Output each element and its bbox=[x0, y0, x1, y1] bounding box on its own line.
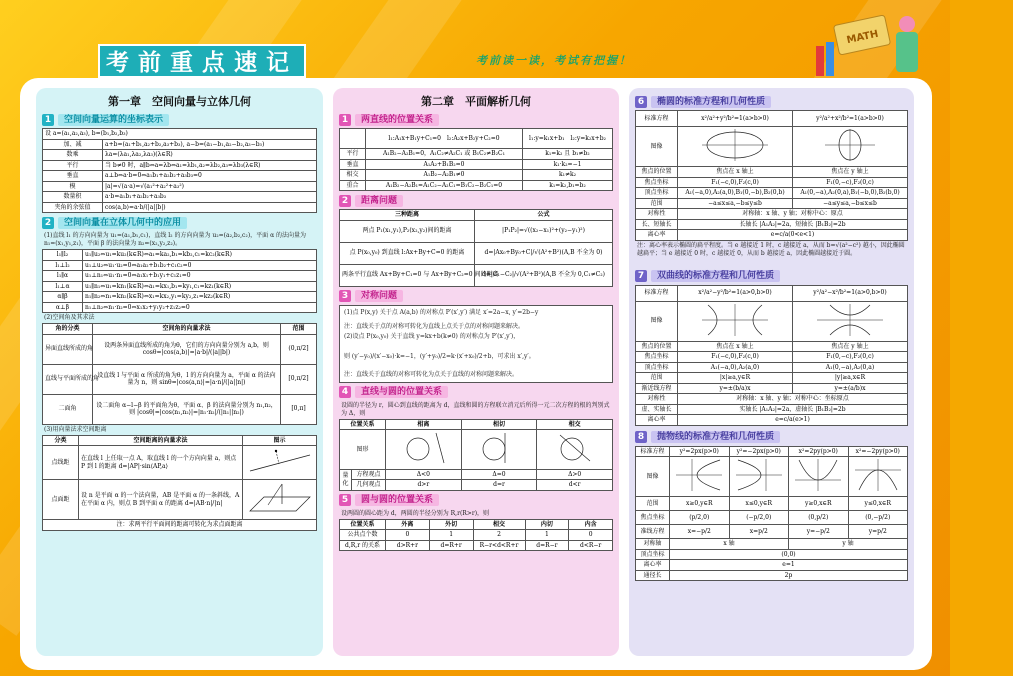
table-cell: (p/2,0) bbox=[670, 511, 730, 525]
table-cell: A₁B₂−A₂B₁=A₁C₂−A₂C₁=B₁C₂−B₂C₁=0 bbox=[366, 180, 523, 191]
section-header bbox=[339, 386, 613, 399]
table-cell: l₁:A₁x+B₁y+C₁=0 l₂:A₂x+B₂y+C₂=0 bbox=[366, 129, 523, 149]
table-cell: cos⟨a,b⟩=a·b/(|a||b|) bbox=[103, 202, 317, 213]
table-cell: d=R−r bbox=[525, 540, 569, 551]
table-cell: d=|Ax₀+By₀+C|/√(A²+B²)(A,B 不全为 0) bbox=[475, 242, 613, 264]
table-header: 分类 bbox=[43, 435, 79, 446]
section-title: 抛物线的标准方程和几何性质 bbox=[651, 431, 780, 443]
table-cell: 当 b≠0 时，a∥b⇔a=λb⇔a₁=λb₁,a₂=λb₂,a₃=λb₃(λ∈R) bbox=[103, 160, 317, 171]
table-row bbox=[340, 159, 613, 170]
table-header: 公式 bbox=[475, 210, 613, 221]
table-cell: 实轴长 |A₁A₂|=2a，虚轴长 |B₁B₂|=2b bbox=[678, 404, 908, 415]
table-cell: (0,0) bbox=[670, 549, 908, 560]
table-cell: A₁(0,−a),A₂(0,a) bbox=[793, 362, 908, 373]
table-cell: −a≤x≤a,−b≤y≤b bbox=[678, 198, 793, 209]
table-cell: d,R,r 的关系 bbox=[340, 540, 386, 551]
table-row bbox=[43, 160, 317, 171]
table-cell: 方程观点 bbox=[352, 469, 386, 480]
position-relation-table bbox=[42, 249, 317, 313]
section-title: 对称问题 bbox=[355, 290, 403, 302]
table-cell: 对称性 bbox=[636, 394, 678, 405]
subtitle-distance: (3)用向量法求空间距离 bbox=[44, 425, 107, 433]
table-row bbox=[636, 209, 908, 220]
table-cell: 平行 bbox=[43, 160, 103, 171]
table-cell: 离心率 bbox=[636, 415, 678, 426]
table-cell: d=|C₁−C₂|/√(A²+B²)(A,B 不全为 0,C₁≠C₂) bbox=[475, 264, 613, 286]
table-header: 外切 bbox=[429, 519, 473, 530]
table-cell: y²=−2px(p>0) bbox=[729, 446, 789, 457]
table-cell: 离心率 bbox=[636, 560, 670, 571]
table-cell: 1 bbox=[525, 530, 569, 541]
table-cell: 顶点坐标 bbox=[636, 549, 670, 560]
table-cell: 图形 bbox=[340, 430, 386, 470]
symmetry-line: 则 (y′−y₀)/(x′−x₀)·k=−1，(y′+y₀)/2=k·(x′+x₀)/2+b，可求出 x′,y′。 bbox=[344, 352, 535, 360]
table-header: 相交 bbox=[473, 519, 525, 530]
table-row bbox=[636, 219, 908, 230]
section-title: 圆与圆的位置关系 bbox=[355, 494, 439, 506]
table-cell: 相交 bbox=[340, 170, 366, 181]
intro-text: 设圆的半径为 r，圆心到直线的距离为 d，直线和圆的方程联立消元后所得一元二次方程的根的判别式为 Δ，则 bbox=[341, 401, 610, 417]
table-cell: 标准方程 bbox=[636, 111, 678, 127]
table-row bbox=[43, 260, 317, 271]
table-cell: x=p/2 bbox=[729, 525, 789, 539]
table-cell: 焦点在 y 轴上 bbox=[793, 341, 908, 352]
table-cell: Δ>0 bbox=[537, 469, 613, 480]
table-cell: A₁(−a,0),A₂(a,0) bbox=[678, 362, 793, 373]
table-cell: 离心率 bbox=[636, 230, 678, 241]
section-header bbox=[339, 113, 613, 126]
table-cell: 焦点在 x 轴上 bbox=[678, 167, 793, 178]
table-cell: 在直线 l 上任取一点 A，取直线 l 的一个方向向量 a，则点 P 到 l 的距离 d=|AP|·sin⟨AP,a⟩ bbox=[79, 446, 243, 480]
table-cell: l₁∥l₂ bbox=[43, 250, 83, 261]
table-cell: 对称轴：x 轴、y 轴；对称中心：原点 bbox=[678, 209, 908, 220]
table-cell: R−r<d<R+r bbox=[473, 540, 525, 551]
subtitle-angles: (2)空间角及其求法 bbox=[44, 314, 95, 321]
table-cell: x²/a²−y²/b²=1(a>0,b>0) bbox=[678, 285, 793, 301]
table-cell: A₁A₂+B₁B₂=0 bbox=[366, 159, 523, 170]
table-cell: a·b=a₁b₁+a₂b₂+a₃b₃ bbox=[103, 192, 317, 203]
table-header: 角的分类 bbox=[43, 324, 93, 335]
table-header: 空间距离的向量求法 bbox=[79, 435, 243, 446]
line-circle-table bbox=[339, 419, 613, 491]
table-row bbox=[43, 150, 317, 161]
table-cell: x²=−2py(p>0) bbox=[848, 446, 908, 457]
section-title: 直线与圆的位置关系 bbox=[355, 386, 448, 398]
chapter1-title: 第一章 空间向量与立体几何 bbox=[108, 95, 251, 108]
table-row bbox=[43, 250, 317, 261]
symmetry-note: 注：直线关于点的对称可转化为直线上点关于点的对称问题来解决。 bbox=[344, 322, 525, 330]
table-cell: y=−p/2 bbox=[789, 525, 849, 539]
table-cell: 图像 bbox=[636, 127, 678, 167]
chapter1-panel bbox=[36, 88, 323, 656]
table-cell: 0 bbox=[569, 530, 613, 541]
chapter3-panel bbox=[629, 88, 914, 656]
table-cell: 长、短轴长 bbox=[636, 219, 678, 230]
table-row bbox=[43, 364, 317, 394]
table-cell: 焦点坐标 bbox=[636, 511, 670, 525]
table-cell: |y|≥a,x∈R bbox=[793, 373, 908, 384]
table-cell: u₁∥n₁⇔u₁=kn₁(k∈R)⇔a₁=kx₁,b₁=ky₁,c₁=kz₁(k∈R) bbox=[83, 281, 317, 292]
table-cell: n₁∥n₂⇔n₁=kn₂(k∈R)⇔x₁=kx₂,y₁=ky₂,z₁=kz₂(k∈R) bbox=[83, 292, 317, 303]
table-cell: F₁(0,−c),F₂(0,c) bbox=[793, 177, 908, 188]
table-row bbox=[340, 540, 613, 551]
section-header bbox=[42, 216, 317, 229]
table-cell: y²/a²+x²/b²=1(a>b>0) bbox=[793, 111, 908, 127]
table-cell: 模 bbox=[43, 181, 103, 192]
section-title: 双曲线的标准方程和几何性质 bbox=[651, 270, 780, 282]
parabola-up-figure bbox=[789, 457, 849, 497]
table-cell: x≤0,y∈R bbox=[729, 497, 789, 511]
table-cell: y²/a²−x²/b²=1(a>0,b>0) bbox=[793, 285, 908, 301]
table-cell bbox=[340, 129, 366, 149]
table-cell: 渐近线方程 bbox=[636, 383, 678, 394]
table-cell: y=±(b/a)x bbox=[678, 383, 793, 394]
intro-text: 设两圆的圆心距为 d，两圆的半径分别为 R,r(R>r)，则 bbox=[341, 509, 490, 517]
table-row bbox=[636, 415, 908, 426]
table-cell: k₁≠k₂ bbox=[523, 170, 613, 181]
section-title: 椭圆的标准方程和几何性质 bbox=[651, 96, 771, 108]
table-row bbox=[43, 302, 317, 313]
table-cell: a⊥b⇔a·b=0⇔a₁b₁+a₂b₂+a₃b₃=0 bbox=[103, 171, 317, 182]
table-cell: Δ=0 bbox=[461, 469, 537, 480]
table-cell: 准线方程 bbox=[636, 525, 670, 539]
table-cell: A₁B₂−A₂B₁≠0 bbox=[366, 170, 523, 181]
table-cell: 量化 bbox=[340, 469, 352, 490]
table-cell: u₁∥u₂⇔u₁=ku₂(k∈R)⇔a₁=ka₂,b₁=kb₂,c₁=kc₂(k∈R) bbox=[83, 250, 317, 261]
section-number: 1 bbox=[42, 114, 54, 126]
table-cell: 范围 bbox=[636, 198, 678, 209]
table-row bbox=[636, 394, 908, 405]
table-cell: [0,π] bbox=[281, 394, 317, 424]
point-line-figure bbox=[243, 446, 317, 480]
table-cell: 长轴长 |A₁A₂|=2a，短轴长 |B₁B₂|=2b bbox=[678, 219, 908, 230]
distance-formula-table bbox=[339, 209, 613, 287]
table-header: 空间角的向量求法 bbox=[93, 324, 281, 335]
table-row bbox=[636, 497, 908, 511]
table-cell: 标准方程 bbox=[636, 446, 670, 457]
table-row bbox=[43, 192, 317, 203]
table-header: 位置关系 bbox=[340, 419, 386, 430]
table-cell: 数量积 bbox=[43, 192, 103, 203]
table-cell: 对称性 bbox=[636, 209, 678, 220]
section-number: 7 bbox=[635, 270, 647, 282]
table-cell: 设二面角 α−l−β 的平面角为θ，平面 α、β 的法向量分别为 n₁,n₂，则 |cosθ|=|cos⟨n₁,n₂⟩|=|n₁·n₂|/(|n₁||n₂|) bbox=[93, 394, 281, 424]
ellipse-y-figure bbox=[793, 127, 908, 167]
table-cell: 重合 bbox=[340, 180, 366, 191]
table-cell: 公共点个数 bbox=[340, 530, 386, 541]
math-book-label: MATH bbox=[845, 28, 880, 47]
section-number: 2 bbox=[339, 195, 351, 207]
table-row bbox=[636, 404, 908, 415]
table-cell: 2p bbox=[670, 570, 908, 581]
table-cell: (0,π/2] bbox=[281, 334, 317, 364]
table-cell: 对称轴：x 轴、y 轴；对称中心：坐标原点 bbox=[678, 394, 908, 405]
table-cell: 直线与平面所成的角 bbox=[43, 364, 93, 394]
table-header: 相交 bbox=[537, 419, 613, 430]
table-row bbox=[636, 198, 908, 209]
table-cell: α⊥β bbox=[43, 302, 83, 313]
table-cell: l₁⊥α bbox=[43, 281, 83, 292]
table-cell: x 轴 bbox=[670, 539, 789, 550]
space-angle-table bbox=[42, 323, 317, 425]
table-cell: 点面距 bbox=[43, 480, 79, 520]
intersect-figure bbox=[537, 430, 613, 470]
table-cell: 对称轴 bbox=[636, 539, 670, 550]
table-cell: 垂直 bbox=[340, 159, 366, 170]
table-cell: y=±(a/b)x bbox=[793, 383, 908, 394]
table-cell: Δ<0 bbox=[386, 469, 462, 480]
table-row bbox=[636, 177, 908, 188]
section-number: 4 bbox=[339, 386, 351, 398]
table-cell: x²=2py(p>0) bbox=[789, 446, 849, 457]
section-header bbox=[635, 431, 908, 444]
table-cell: 设直线 l 与平面 α 所成的角为θ，l 的方向向量为 a，平面 α 的法向量为 n，则 sinθ=|cos⟨a,n⟩|=|a·n|/(|a||n|) bbox=[93, 364, 281, 394]
table-cell: 范围 bbox=[636, 497, 670, 511]
table-row bbox=[636, 352, 908, 363]
table-row bbox=[43, 171, 317, 182]
table-row bbox=[636, 188, 908, 199]
section-number: 1 bbox=[339, 114, 351, 126]
table-cell: |x|≥a,y∈R bbox=[678, 373, 793, 384]
table-cell: l₁∥α bbox=[43, 271, 83, 282]
table-row bbox=[340, 220, 613, 242]
stationery-illustration bbox=[806, 6, 924, 76]
table-cell: d<r bbox=[537, 480, 613, 491]
table-cell: 焦点坐标 bbox=[636, 352, 678, 363]
parabola-right-figure bbox=[670, 457, 730, 497]
table-cell: u₁⊥n₁⇔u₁·n₁=0⇔a₁x₁+b₁y₁+c₁z₁=0 bbox=[83, 271, 317, 282]
table-cell: 设 a=(a₁,a₂,a₃), b=(b₁,b₂,b₃) bbox=[43, 129, 317, 140]
table-cell: 1 bbox=[429, 530, 473, 541]
two-lines-table bbox=[339, 128, 613, 191]
table-cell: F₁(−c,0),F₂(c,0) bbox=[678, 352, 793, 363]
table-header: 相切 bbox=[461, 419, 537, 430]
hyperbola-x-figure bbox=[678, 301, 793, 341]
table-row bbox=[636, 362, 908, 373]
table-cell: 顶点坐标 bbox=[636, 362, 678, 373]
table-cell: 数乘 bbox=[43, 150, 103, 161]
table-cell: 二面角 bbox=[43, 394, 93, 424]
space-distance-table bbox=[42, 435, 317, 531]
section-header bbox=[635, 95, 908, 108]
table-cell: y²=2px(p>0) bbox=[670, 446, 730, 457]
symmetry-box bbox=[339, 305, 613, 383]
table-cell: 焦点在 x 轴上 bbox=[678, 341, 793, 352]
vector-coordinate-table bbox=[42, 128, 317, 213]
point-plane-figure bbox=[243, 480, 317, 520]
table-row bbox=[636, 341, 908, 352]
table-row bbox=[43, 181, 317, 192]
table-row bbox=[43, 271, 317, 282]
table-row bbox=[340, 264, 613, 286]
table-row bbox=[636, 373, 908, 384]
table-cell: d>R+r bbox=[386, 540, 430, 551]
table-cell: 夹角的余弦值 bbox=[43, 202, 103, 213]
section-header bbox=[339, 290, 613, 303]
table-row bbox=[636, 511, 908, 525]
table-row bbox=[43, 202, 317, 213]
table-header: 外离 bbox=[386, 519, 430, 530]
table-cell: d=R+r bbox=[429, 540, 473, 551]
ellipse-x-figure bbox=[678, 127, 793, 167]
table-cell: 平行 bbox=[340, 149, 366, 160]
table-row bbox=[43, 292, 317, 303]
section-header bbox=[42, 113, 317, 126]
table-row bbox=[340, 180, 613, 191]
table-cell: −a≤y≤a,−b≤x≤b bbox=[793, 198, 908, 209]
table-cell: λa=(λa₁,λa₂,λa₃)(λ∈R) bbox=[103, 150, 317, 161]
table-header: 图示 bbox=[243, 435, 317, 446]
section-number: 5 bbox=[339, 494, 351, 506]
table-row bbox=[340, 530, 613, 541]
table-cell: 异面直线所成的角 bbox=[43, 334, 93, 364]
table-row bbox=[340, 242, 613, 264]
table-cell: 焦点的位置 bbox=[636, 167, 678, 178]
table-cell: α∥β bbox=[43, 292, 83, 303]
table-row bbox=[43, 281, 317, 292]
table-cell: d=r bbox=[461, 480, 537, 491]
section-title: 空间向量运算的坐标表示 bbox=[58, 114, 169, 126]
table-cell: 两条平行直线 Ax+By+C₁=0 与 Ax+By+C₂=0 间的距离 bbox=[340, 264, 475, 286]
symmetry-line: (1)点 P(x,y) 关于点 A(a,b) 的对称点 P′(x′,y′) 满足 x′=2a−x, y′=2b−y bbox=[344, 308, 539, 316]
table-cell: |P₁P₂|=√((x₂−x₁)²+(y₂−y₁)²) bbox=[475, 220, 613, 242]
table-cell: y≥0,x∈R bbox=[789, 497, 849, 511]
section-title: 空间向量在立体几何中的应用 bbox=[58, 217, 187, 229]
table-header: 内切 bbox=[525, 519, 569, 530]
section-number: 3 bbox=[339, 290, 351, 302]
table-cell: y 轴 bbox=[789, 539, 908, 550]
table-cell: 焦点在 y 轴上 bbox=[793, 167, 908, 178]
table-cell: d>r bbox=[386, 480, 462, 491]
hyperbola-y-figure bbox=[793, 301, 908, 341]
table-cell: [0,π/2] bbox=[281, 364, 317, 394]
table-cell: y≤0,x∈R bbox=[848, 497, 908, 511]
table-cell: e=1 bbox=[670, 560, 908, 571]
table-cell: 顶点坐标 bbox=[636, 188, 678, 199]
table-row bbox=[43, 139, 317, 150]
table-cell: a+b=(a₁+b₁,a₂+b₂,a₃+b₃), a−b=(a₁−b₁,a₂−b₂,a₃−b₃) bbox=[103, 139, 317, 150]
circle-circle-table bbox=[339, 519, 613, 552]
section-number: 2 bbox=[42, 217, 54, 229]
table-header: 内含 bbox=[569, 519, 613, 530]
section-number: 8 bbox=[635, 431, 647, 443]
table-cell: e=c/a(0<e<1) bbox=[678, 230, 908, 241]
table-header: 范围 bbox=[281, 324, 317, 335]
chapter2-panel bbox=[333, 88, 619, 656]
table-row bbox=[340, 149, 613, 160]
symmetry-note: 注：直线关于直线的对称可转化为点关于直线的对称问题来解决。 bbox=[344, 370, 519, 378]
table-cell: 加、减 bbox=[43, 139, 103, 150]
table-cell: A₁B₂−A₂B₁=0，A₁C₂≠A₂C₁ 或 B₁C₂≠B₂C₁ bbox=[366, 149, 523, 160]
chapter2-title: 第二章 平面解析几何 bbox=[421, 95, 531, 108]
table-row bbox=[636, 525, 908, 539]
section-header bbox=[635, 270, 908, 283]
table-cell: A₁(−a,0),A₂(a,0),B₁(0,−b),B₂(0,b) bbox=[678, 188, 793, 199]
section-header bbox=[339, 194, 613, 207]
section-header bbox=[339, 494, 613, 507]
page-title: 考前重点速记 bbox=[98, 44, 306, 78]
table-cell: 范围 bbox=[636, 373, 678, 384]
table-cell: u₁⊥u₂⇔u₁·u₂=0⇔a₁a₂+b₁b₂+c₁c₂=0 bbox=[83, 260, 317, 271]
symmetry-line: (2)设点 P(x₀,y₀) 关于直线 y=kx+b(k≠0) 的对称点为 P′(x′,y′)， bbox=[344, 332, 520, 340]
table-cell: 几何观点 bbox=[352, 480, 386, 491]
table-cell: 设两条异面直线所成的角为θ，它们的方向向量分别为 a,b，则 cosθ=|cos⟨a,b⟩|=|a·b|/(|a||b|) bbox=[93, 334, 281, 364]
table-cell: n₁⊥n₂⇔n₁·n₂=0⇔x₁x₂+y₁y₂+z₁z₂=0 bbox=[83, 302, 317, 313]
table-cell: 焦点的位置 bbox=[636, 341, 678, 352]
table-row bbox=[43, 394, 317, 424]
table-cell: 点 P(x₀,y₀) 到直线 l:Ax+By+C=0 的距离 bbox=[340, 242, 475, 264]
table-cell: A₁(0,−a),A₂(0,a),B₁(−b,0),B₂(b,0) bbox=[793, 188, 908, 199]
section-title: 两直线的位置关系 bbox=[355, 114, 439, 126]
table-cell: (0,−p/2) bbox=[848, 511, 908, 525]
separate-figure bbox=[386, 430, 462, 470]
table-cell: l₁⊥l₂ bbox=[43, 260, 83, 271]
table-cell: 0 bbox=[386, 530, 430, 541]
motto: 考前读一读，考试有把握！ bbox=[476, 54, 632, 67]
table-cell: k₁=k₂,b₁=b₂ bbox=[523, 180, 613, 191]
table-cell: 设 n 是平面 α 的一个法向量，AB 是平面 α 的一条斜线，A 在平面 α 内，则点 B 到平面 α 的距离 d=|AB·n|/|n| bbox=[79, 480, 243, 520]
ellipse-note: 注：离心率表示椭圆的扁平程度。当 e 越接近 1 时，c 越接近 a，从而 b=√(a²−c²) 越小，因此椭圆越扁平；当 e 越接近 0 时，c 越接近 0，从而 b 越接近 a，因此椭圆越接近于圆。 bbox=[637, 241, 905, 257]
table-row bbox=[340, 519, 613, 530]
table-cell: d<R−r bbox=[569, 540, 613, 551]
section-number: 6 bbox=[635, 96, 647, 108]
table-cell: 通径长 bbox=[636, 570, 670, 581]
table-note: 注：求两平行平面间的距离可转化为求点面距离 bbox=[43, 520, 317, 531]
parabola-left-figure bbox=[729, 457, 789, 497]
table-row bbox=[340, 170, 613, 181]
table-cell: (−p/2,0) bbox=[729, 511, 789, 525]
ellipse-table bbox=[635, 110, 908, 241]
table-cell: 两点 P₁(x₁,y₁),P₂(x₂,y₂)间的距离 bbox=[340, 220, 475, 242]
table-header: 三种距离 bbox=[340, 210, 475, 221]
table-cell: 点线距 bbox=[43, 446, 79, 480]
table-cell: y=p/2 bbox=[848, 525, 908, 539]
table-cell: 图像 bbox=[636, 301, 678, 341]
table-header: 位置关系 bbox=[340, 519, 386, 530]
table-cell: F₁(−c,0),F₂(c,0) bbox=[678, 177, 793, 188]
table-cell: e=c/a(e>1) bbox=[678, 415, 908, 426]
intro-text: (1)直线 l₁ 的方向向量为 u₁=(a₁,b₁,c₁)，直线 l₂ 的方向向量为 u₂=(a₂,b₂,c₂)，平面 α 的法向量为 n₁=(x₁,y₁,z₁)，平面 β 的法向量为 n₂=(x₂,y₂,z₂)。 bbox=[44, 232, 307, 247]
table-cell: 虚、实轴长 bbox=[636, 404, 678, 415]
table-cell: 焦点坐标 bbox=[636, 177, 678, 188]
table-row bbox=[636, 167, 908, 178]
tangent-figure bbox=[461, 430, 537, 470]
table-cell: F₁(0,−c),F₂(0,c) bbox=[793, 352, 908, 363]
hyperbola-table bbox=[635, 285, 908, 426]
table-cell: l₁:y=k₁x+b₁ l₂:y=k₂x+b₂ bbox=[523, 129, 613, 149]
table-cell: x=−p/2 bbox=[670, 525, 730, 539]
table-cell: k₁·k₂=−1 bbox=[523, 159, 613, 170]
table-cell: |a|=√(a·a)=√(a₁²+a₂²+a₃²) bbox=[103, 181, 317, 192]
table-cell: k₁=k₂ 且 b₁≠b₂ bbox=[523, 149, 613, 160]
parabola-down-figure bbox=[848, 457, 908, 497]
section-title: 距离问题 bbox=[355, 195, 403, 207]
table-cell: 标准方程 bbox=[636, 285, 678, 301]
table-row bbox=[636, 230, 908, 241]
table-row bbox=[43, 334, 317, 364]
table-header: 相离 bbox=[386, 419, 462, 430]
table-cell: 垂直 bbox=[43, 171, 103, 182]
table-cell: 图像 bbox=[636, 457, 670, 497]
table-cell: x²/a²+y²/b²=1(a>b>0) bbox=[678, 111, 793, 127]
table-cell: 2 bbox=[473, 530, 525, 541]
parabola-table bbox=[635, 446, 908, 582]
table-cell: x≥0,y∈R bbox=[670, 497, 730, 511]
table-cell: (0,p/2) bbox=[789, 511, 849, 525]
table-row bbox=[636, 383, 908, 394]
